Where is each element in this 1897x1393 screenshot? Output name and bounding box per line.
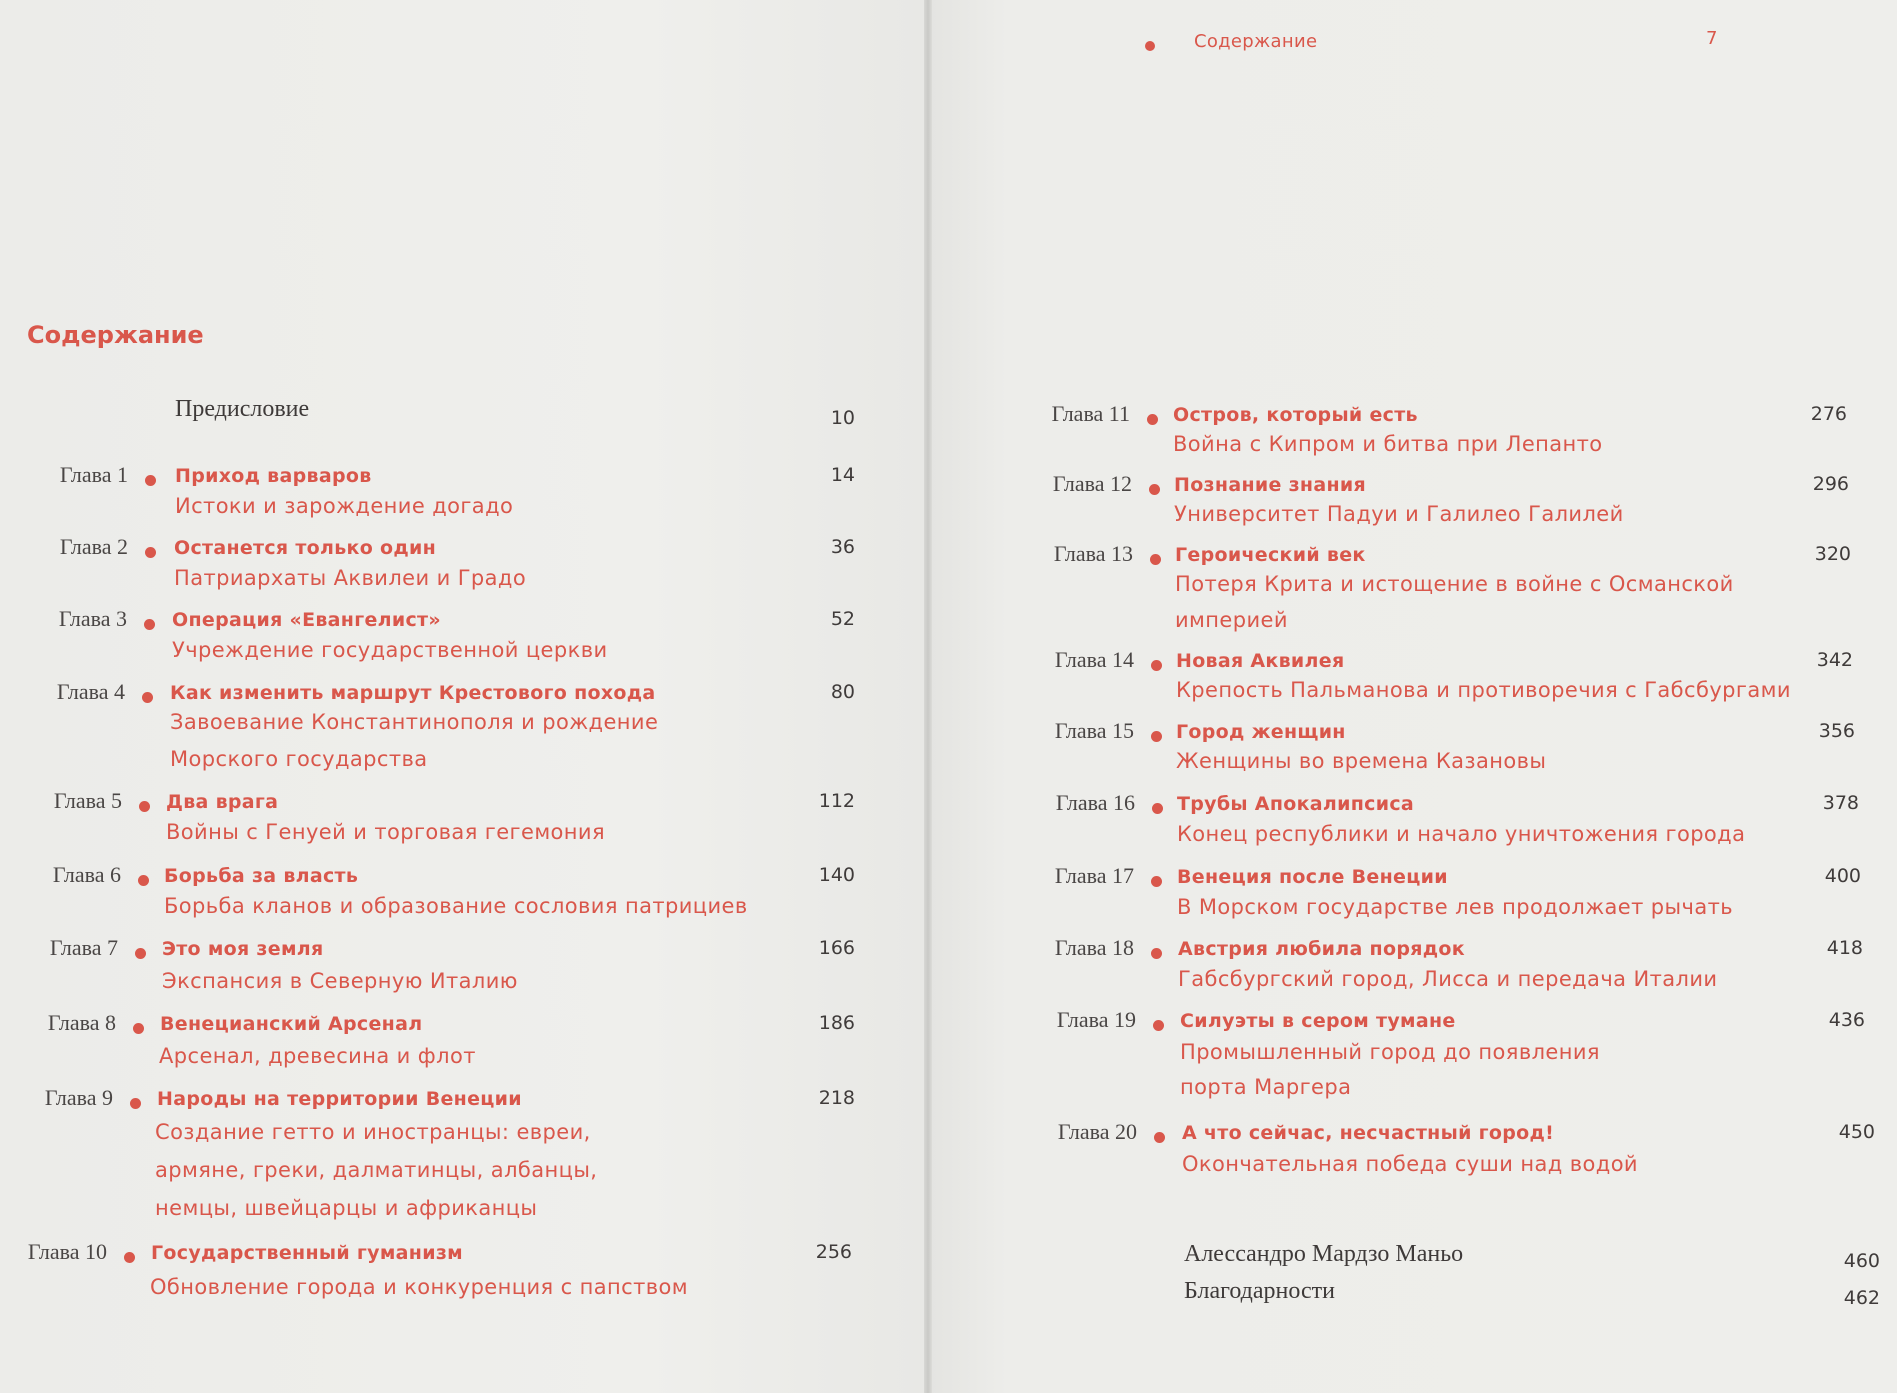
- preface-label: Предисловие: [175, 396, 310, 422]
- chapter-9-label: Глава 9: [44, 1085, 113, 1110]
- chapter-6-page: 140: [818, 864, 855, 886]
- chapter-7-label: Глава 7: [49, 935, 118, 960]
- chapter-12-label: Глава 12: [1052, 471, 1132, 496]
- chapter-12-bullet: [1149, 484, 1160, 495]
- chapter-16-bullet: [1152, 803, 1163, 814]
- chapter-13-label: Глава 13: [1053, 541, 1133, 566]
- chapter-1-title[interactable]: Приход варваров: [175, 465, 372, 487]
- chapter-18-subtitle-line: Габсбургский город, Лисса и передача Италии: [1178, 967, 1718, 991]
- chapter-4-subtitle-line: Завоевание Константинополя и рождение: [170, 710, 659, 734]
- chapter-15-label: Глава 15: [1054, 718, 1134, 743]
- chapter-5-page: 112: [818, 790, 855, 812]
- chapter-20-title[interactable]: А что сейчас, несчастный город!: [1182, 1122, 1555, 1144]
- chapter-3-page: 52: [830, 608, 855, 630]
- page-number: 7: [1706, 28, 1718, 49]
- chapter-18-title[interactable]: Австрия любила порядок: [1178, 938, 1465, 960]
- chapter-9-bullet: [130, 1098, 141, 1109]
- book-gutter: [924, 0, 932, 1393]
- chapter-19-label: Глава 19: [1056, 1007, 1136, 1032]
- chapter-5-subtitle-line: Войны с Генуей и торговая гегемония: [166, 820, 606, 844]
- preface-page: 10: [830, 407, 855, 429]
- chapter-12-page: 296: [1812, 473, 1849, 495]
- chapter-20-bullet: [1154, 1132, 1165, 1143]
- chapter-5-label: Глава 5: [53, 788, 122, 813]
- chapter-15-title[interactable]: Город женщин: [1176, 721, 1346, 743]
- chapter-4-page: 80: [830, 681, 855, 703]
- chapter-5-bullet: [139, 801, 150, 812]
- chapter-19-page: 436: [1828, 1009, 1865, 1031]
- chapter-18-label: Глава 18: [1054, 935, 1134, 960]
- chapter-10-bullet: [124, 1252, 135, 1263]
- chapter-5-title[interactable]: Два врага: [166, 791, 279, 813]
- chapter-10-page: 256: [815, 1241, 852, 1263]
- chapter-13-subtitle-line: Потеря Крита и истощение в войне с Османской: [1175, 572, 1734, 596]
- chapter-19-subtitle-line: Промышленный город до появления: [1180, 1040, 1600, 1064]
- chapter-10-subtitle-line: Обновление города и конкуренция с папством: [150, 1275, 688, 1299]
- chapter-2-title[interactable]: Останется только один: [174, 537, 437, 559]
- chapter-9-subtitle-line: армяне, греки, далматинцы, албанцы,: [155, 1158, 598, 1182]
- chapter-8-bullet: [133, 1023, 144, 1034]
- chapter-19-bullet: [1153, 1020, 1164, 1031]
- chapter-4-bullet: [142, 692, 153, 703]
- chapter-4-label: Глава 4: [56, 679, 125, 704]
- chapter-11-bullet: [1147, 414, 1158, 425]
- chapter-14-subtitle-line: Крепость Пальманова и противоречия с Габсбургами: [1176, 678, 1791, 702]
- chapter-10-title[interactable]: Государственный гуманизм: [151, 1242, 463, 1264]
- chapter-6-subtitle-line: Борьба кланов и образование сословия патрициев: [164, 894, 748, 918]
- chapter-20-subtitle-line: Окончательная победа суши над водой: [1182, 1152, 1638, 1176]
- chapter-13-title[interactable]: Героический век: [1175, 544, 1366, 566]
- back-matter-acknowledgements-page: 462: [1843, 1287, 1880, 1309]
- chapter-13-bullet: [1150, 554, 1161, 565]
- chapter-11-label: Глава 11: [1051, 401, 1130, 426]
- chapter-6-bullet: [138, 875, 149, 886]
- chapter-7-title[interactable]: Это моя земля: [162, 938, 324, 960]
- chapter-7-subtitle-line: Экспансия в Северную Италию: [162, 969, 518, 993]
- chapter-14-bullet: [1151, 660, 1162, 671]
- chapter-8-title[interactable]: Венецианский Арсенал: [160, 1013, 423, 1035]
- chapter-3-title[interactable]: Операция «Евангелист»: [172, 609, 441, 631]
- chapter-20-page: 450: [1838, 1121, 1875, 1143]
- chapter-13-subtitle-line: империей: [1175, 608, 1288, 632]
- toc-heading: Содержание: [27, 321, 204, 349]
- chapter-12-title[interactable]: Познание знания: [1174, 474, 1367, 496]
- chapter-2-page: 36: [830, 536, 855, 558]
- chapter-9-page: 218: [818, 1087, 855, 1109]
- chapter-12-subtitle-line: Университет Падуи и Галилео Галилей: [1174, 502, 1624, 526]
- chapter-1-subtitle-line: Истоки и зарождение догадо: [175, 494, 514, 518]
- chapter-14-label: Глава 14: [1054, 647, 1134, 672]
- chapter-8-page: 186: [818, 1012, 855, 1034]
- chapter-17-page: 400: [1824, 865, 1861, 887]
- chapter-7-bullet: [135, 948, 146, 959]
- chapter-3-subtitle-line: Учреждение государственной церкви: [172, 638, 608, 662]
- chapter-8-label: Глава 8: [47, 1010, 116, 1035]
- chapter-16-page: 378: [1822, 792, 1859, 814]
- chapter-18-page: 418: [1826, 937, 1863, 959]
- chapter-1-bullet: [145, 475, 156, 486]
- chapter-18-bullet: [1151, 948, 1162, 959]
- chapter-9-subtitle-line: Создание гетто и иностранцы: евреи,: [155, 1120, 591, 1144]
- chapter-1-page: 14: [830, 464, 855, 486]
- chapter-4-title[interactable]: Как изменить маршрут Крестового похода: [170, 682, 656, 704]
- chapter-9-title[interactable]: Народы на территории Венеции: [157, 1088, 522, 1110]
- chapter-13-page: 320: [1814, 543, 1851, 565]
- chapter-11-page: 276: [1810, 403, 1847, 425]
- chapter-17-title[interactable]: Венеция после Венеции: [1177, 866, 1448, 888]
- chapter-10-label: Глава 10: [27, 1239, 107, 1264]
- chapter-15-subtitle-line: Женщины во времена Казановы: [1176, 749, 1547, 773]
- chapter-16-title[interactable]: Трубы Апокалипсиса: [1177, 793, 1415, 815]
- chapter-14-title[interactable]: Новая Аквилея: [1176, 650, 1345, 672]
- chapter-9-subtitle-line: немцы, швейцарцы и африканцы: [155, 1196, 538, 1220]
- chapter-2-bullet: [145, 547, 156, 558]
- chapter-1-label: Глава 1: [59, 462, 128, 487]
- chapter-16-label: Глава 16: [1055, 790, 1135, 815]
- chapter-17-subtitle-line: В Морском государстве лев продолжает рычать: [1177, 895, 1734, 919]
- chapter-11-title[interactable]: Остров, который есть: [1173, 404, 1418, 426]
- running-header: Содержание: [1194, 31, 1318, 52]
- chapter-19-title[interactable]: Силуэты в сером тумане: [1180, 1010, 1456, 1032]
- chapter-17-bullet: [1151, 876, 1162, 887]
- chapter-6-title[interactable]: Борьба за власть: [164, 865, 359, 887]
- chapter-17-label: Глава 17: [1054, 863, 1134, 888]
- chapter-20-label: Глава 20: [1057, 1119, 1137, 1144]
- back-matter-acknowledgements: Благодарности: [1184, 1278, 1335, 1304]
- chapter-7-page: 166: [818, 937, 855, 959]
- header-bullet: [1145, 41, 1155, 51]
- back-matter-author-page: 460: [1843, 1250, 1880, 1272]
- chapter-15-bullet: [1151, 731, 1162, 742]
- back-matter-author: Алессандро Мардзо Маньо: [1184, 1241, 1464, 1267]
- chapter-14-page: 342: [1816, 649, 1853, 671]
- chapter-3-bullet: [144, 619, 155, 630]
- chapter-3-label: Глава 3: [58, 606, 127, 631]
- chapter-19-subtitle-line: порта Маргера: [1180, 1075, 1352, 1099]
- chapter-11-subtitle-line: Война с Кипром и битва при Лепанто: [1173, 432, 1603, 456]
- chapter-2-subtitle-line: Патриархаты Аквилеи и Градо: [174, 566, 527, 590]
- chapter-4-subtitle-line: Морского государства: [170, 747, 428, 771]
- chapter-6-label: Глава 6: [52, 862, 121, 887]
- chapter-8-subtitle-line: Арсенал, древесина и флот: [159, 1044, 476, 1068]
- chapter-2-label: Глава 2: [59, 534, 128, 559]
- chapter-16-subtitle-line: Конец республики и начало уничтожения города: [1177, 822, 1746, 846]
- chapter-15-page: 356: [1818, 720, 1855, 742]
